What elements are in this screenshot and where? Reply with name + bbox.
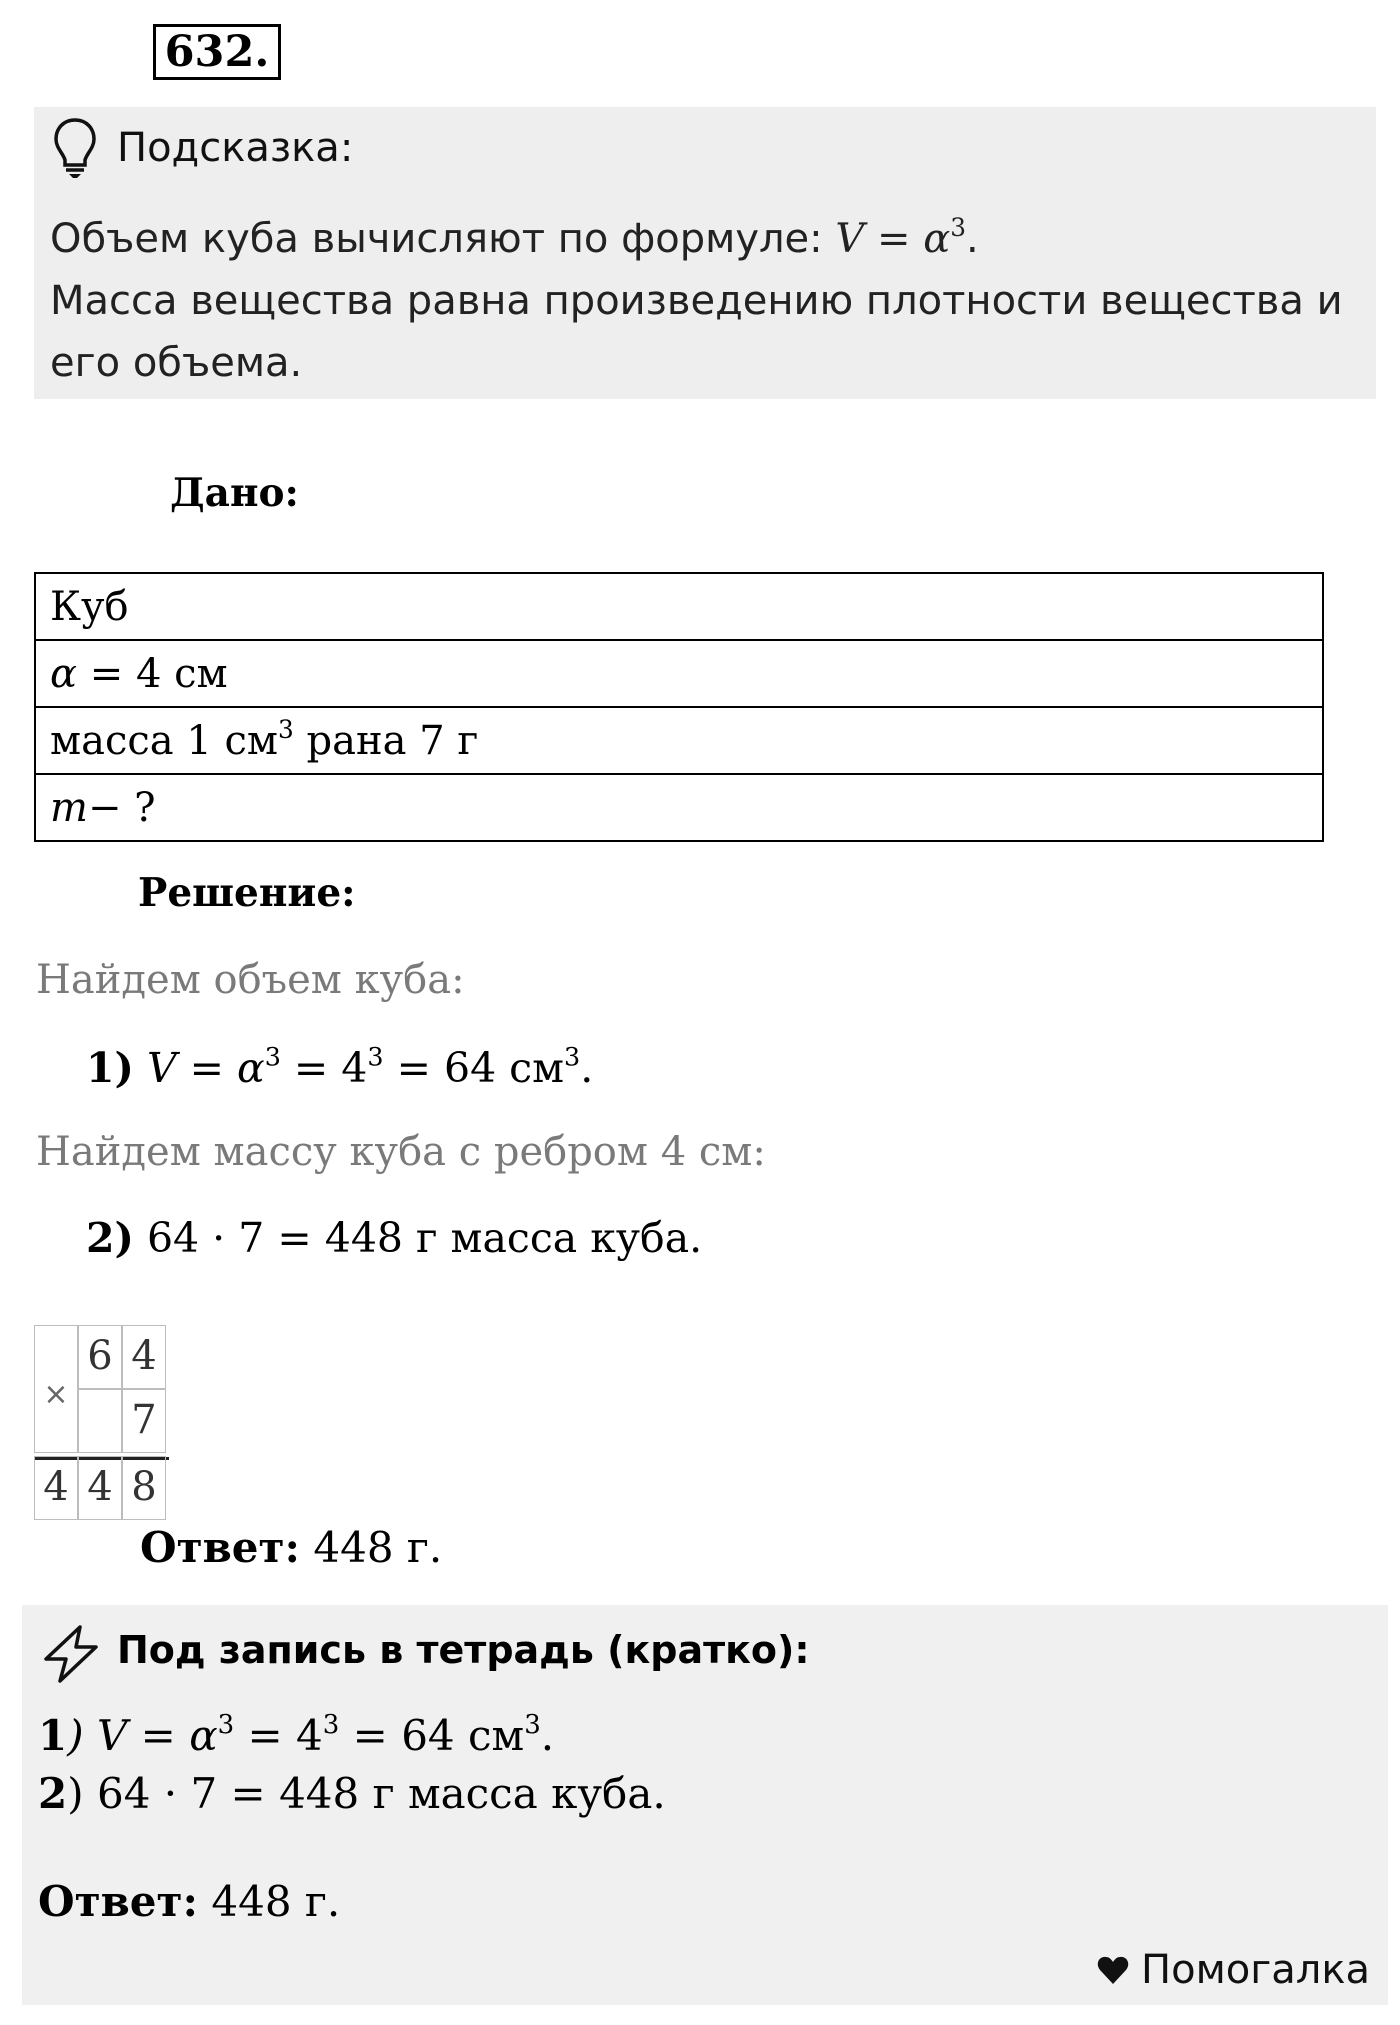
mass-question: − ? [87,784,156,831]
notebook-answer-value: 448 г. [198,1877,341,1926]
hint-formula-end: . [965,216,979,262]
notebook-line-2 [38,1765,666,1823]
density-text: масса 1 см [50,717,279,764]
notebook-step-number: 1 [38,1711,68,1760]
hint-formula-exponent: 3 [950,212,966,242]
hint-formula-text: Объем куба вычисляют по формуле: [50,216,836,262]
mult-digit: 4 [122,1325,166,1389]
hint-text-line-2: Масса вещества равна произведению плотности вещества и [50,278,1343,324]
step-1 [86,1040,593,1096]
problem-number: 632. [153,24,281,80]
answer [140,1520,442,1576]
mult-result-digit: 8 [122,1456,166,1520]
notebook-end: . [540,1711,555,1760]
given-cell-shape: Куб [35,573,1323,640]
column-multiplication [34,1325,169,1520]
step-2-text: 64 · 7 = 448 г масса куба. [133,1214,703,1262]
given-cell-unknown [35,774,1323,841]
lightning-icon [40,1623,102,1685]
answer-value: 448 г. [300,1523,443,1572]
step-1-formula: V = α [146,1044,265,1092]
given-row [35,640,1323,707]
given-cell-edge [35,640,1323,707]
notebook-result: = 64 см [339,1711,525,1760]
mult-cell-empty [78,1389,122,1453]
heart-icon [1097,1955,1129,1985]
hint-formula: V = α [835,216,951,262]
mass-variable: m [50,784,88,831]
notebook-step-number: 2 [38,1769,68,1818]
step-1-power: = 4 [280,1044,368,1092]
edge-value: = 4 см [77,650,228,697]
find-mass-text: Найдем массу куба с ребром 4 см: [36,1129,766,1175]
notebook-exponent: 3 [322,1710,340,1741]
brand-name: Помогалка [1141,1947,1370,1993]
given-heading: Дано: [170,470,299,516]
density-value: рана 7 г [293,717,479,764]
mult-digit: 7 [122,1389,166,1453]
notebook-line-1 [38,1707,554,1765]
hint-formula-line [50,208,979,270]
notebook-power: = 4 [234,1711,323,1760]
given-row [35,774,1323,841]
given-row [35,707,1323,774]
lightbulb-icon [52,117,98,179]
step-1-end: . [580,1044,594,1092]
notebook-exponent: 3 [524,1710,541,1741]
given-table [34,572,1324,842]
given-cell-density [35,707,1323,774]
mult-result-digit: 4 [78,1456,122,1520]
mult-result-digit: 4 [34,1456,78,1520]
step-1-exponent: 3 [564,1041,581,1072]
answer-label: Ответ: [140,1523,301,1572]
step-1-exponent: 3 [367,1041,384,1072]
step-1-result: = 64 см [383,1044,565,1092]
edge-variable: α [50,650,78,697]
mult-digit: 6 [78,1325,122,1389]
notebook-step-text: ) 64 · 7 = 448 г масса куба. [67,1769,666,1818]
step-2-number: 2) [86,1214,134,1262]
find-volume-text: Найдем объем куба: [36,957,465,1003]
given-row [35,573,1323,640]
multiply-sign: × [43,1377,69,1412]
hint-text-line-3: его объема. [50,340,303,386]
density-exponent: 3 [278,714,294,744]
step-2 [86,1210,702,1266]
notebook-exponent: 3 [217,1710,235,1741]
solution-heading: Решение: [138,870,356,916]
hint-title: Подсказка: [117,125,354,171]
notebook-title: Под запись в тетрадь (кратко): [117,1628,810,1672]
notebook-answer-label: Ответ: [38,1877,199,1926]
step-1-number: 1) [86,1044,134,1092]
notebook-formula: ) V = α [67,1711,218,1760]
brand[interactable] [1097,1940,1370,2000]
step-1-exponent: 3 [264,1041,281,1072]
notebook-answer [38,1873,340,1931]
